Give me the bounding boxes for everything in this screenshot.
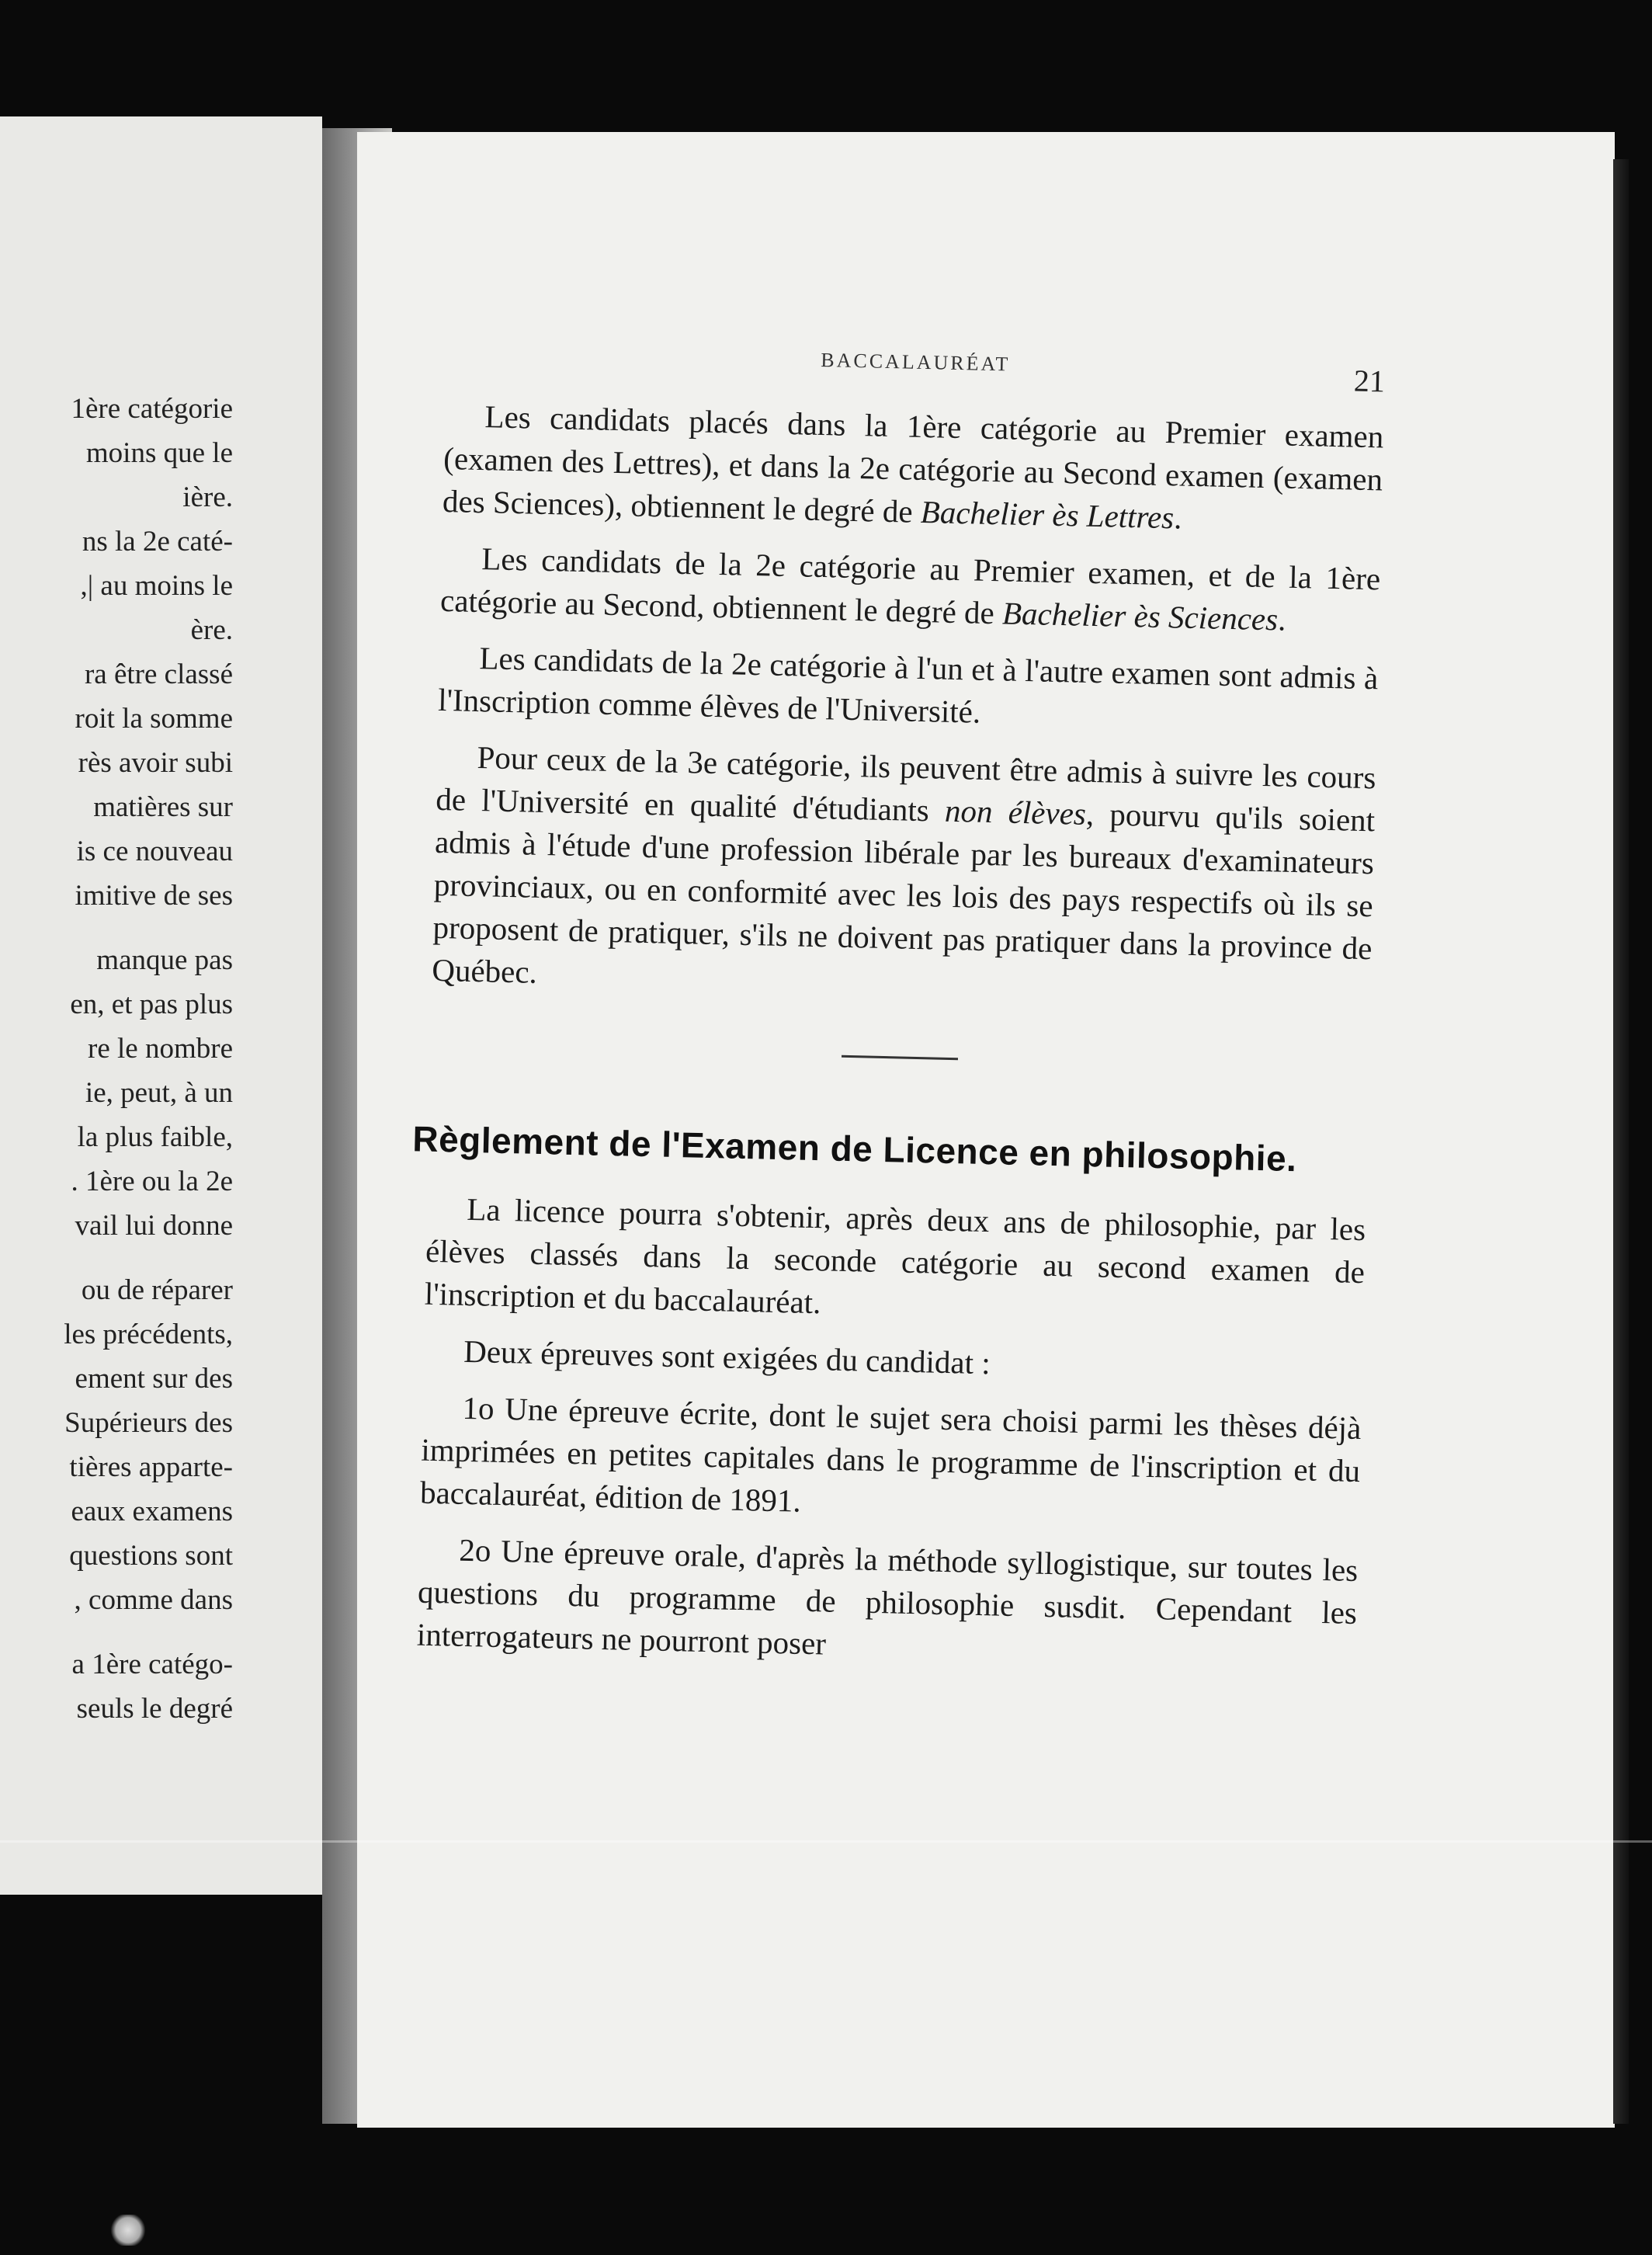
paragraph-text: . — [1173, 499, 1182, 536]
left-line: ,| au moins le — [80, 570, 233, 602]
degree-name: Bachelier ès Lettres — [920, 493, 1175, 536]
left-line: les précédents, — [64, 1319, 233, 1350]
paragraph-inscription: Les candidats de la 2e catégorie à l'un et à l'autre examen sont admis à l'Inscription comme élèves de l'Université. — [437, 640, 1379, 730]
paragraph-licence: La licence pourra s'obtenir, après deux ans de philosophie, par les élèves classés dans la seconde catégorie au second examen de l'inscription et du baccalauréat. — [424, 1190, 1366, 1321]
scan-artifact-blot — [109, 2215, 148, 2246]
running-title: BACCALAURÉAT — [821, 348, 1011, 376]
paragraph-bachelier-lettres — [442, 394, 1383, 544]
left-line: ière. — [182, 481, 233, 513]
left-line: ns la 2e caté- — [82, 526, 233, 558]
paragraph-third-category — [432, 735, 1376, 1013]
left-line: ou de réparer — [81, 1274, 233, 1306]
left-line: roit la somme — [75, 703, 233, 735]
left-line: questions sont — [69, 1540, 233, 1572]
page-edge-shadow — [1613, 159, 1629, 2124]
left-line: la plus faible, — [77, 1121, 233, 1153]
left-line: re le nombre — [88, 1033, 233, 1065]
left-line: matières sur — [93, 791, 233, 823]
left-line: rès avoir subi — [78, 747, 233, 779]
paragraph-epreuve-ecrite: 1o Une épreuve écrite, dont le sujet sera choisi parmi les thèses déjà imprimées en petites capitales dans le programme de l'inscription et du baccalauréat, édition de 1891. — [419, 1389, 1362, 1519]
left-line: . 1ère ou la 2e — [71, 1166, 233, 1197]
paragraph-bachelier-sciences — [440, 537, 1381, 643]
left-line: Supérieurs des — [64, 1407, 233, 1439]
left-line: is ce nouveau — [76, 836, 233, 867]
paragraph-epreuves: Deux épreuves sont exigées du candidat : — [463, 1332, 991, 1381]
left-line: ra être classé — [84, 658, 233, 690]
left-line: a 1ère catégo- — [71, 1649, 233, 1680]
paragraph-text: Les candidats de la 2e catégorie au Premier examen, et de la 1ère catégorie au Second, obtiennent le degré de — [439, 540, 1381, 631]
scan-artifact-line — [0, 1840, 1652, 1843]
degree-name: Bachelier ès Sciences — [1001, 595, 1279, 638]
left-line: manque pas — [96, 944, 233, 976]
left-line: imitive de ses — [75, 880, 233, 912]
left-line: moins que le — [85, 437, 233, 469]
status-term: non élèves — [944, 792, 1087, 832]
left-line: tières apparte- — [69, 1451, 233, 1483]
left-line: 1ère catégorie — [71, 393, 233, 425]
left-line: eaux examens — [71, 1496, 233, 1527]
left-line: ement sur des — [75, 1363, 233, 1395]
section-heading: Règlement de l'Examen de Licence en philosophie. — [411, 1118, 1298, 1180]
left-line: ie, peut, à un — [85, 1077, 233, 1109]
left-page-text — [0, 387, 233, 1731]
paragraph-text: Pour ceux de la 3e catégorie, ils peuvent être admis à suivre les cours de l'Université en qualité d'étudiants — [435, 739, 1376, 829]
section-divider — [842, 1055, 958, 1060]
paragraph-text: . — [1277, 601, 1286, 638]
left-line: ère. — [190, 614, 233, 646]
paragraph-epreuve-orale: 2o Une épreuve orale, d'après la méthode syllogistique, sur toutes les questions du programme de philosophie susdit. Cependant les interrogateurs ne pourront poser — [416, 1531, 1359, 1662]
left-line: vail lui donne — [75, 1210, 233, 1242]
left-line: , comme dans — [74, 1584, 233, 1616]
left-line: en, et pas plus — [70, 989, 233, 1020]
paragraph-text: Les candidats placés dans la 1ère catégorie au Premier examen (examen des Lettres), et dans la 2e catégorie au Second examen (examen des Sciences), obtiennent le degré de — [442, 398, 1384, 530]
page-number: 21 — [1353, 363, 1386, 399]
paragraph-text: , pourvu qu'ils soient admis à l'étude d'une profession libérale par les bureaux d'examinateurs provinciaux, ou en conformité avec les lois des pays respectifs où ils se proposent de pratiquer, s'ils ne doivent pas pratiquer dans la province de Québec. — [431, 795, 1376, 990]
left-line: seuls le degré — [76, 1693, 233, 1725]
left-page-fragment — [0, 116, 322, 1895]
right-page-content — [411, 334, 1386, 1691]
